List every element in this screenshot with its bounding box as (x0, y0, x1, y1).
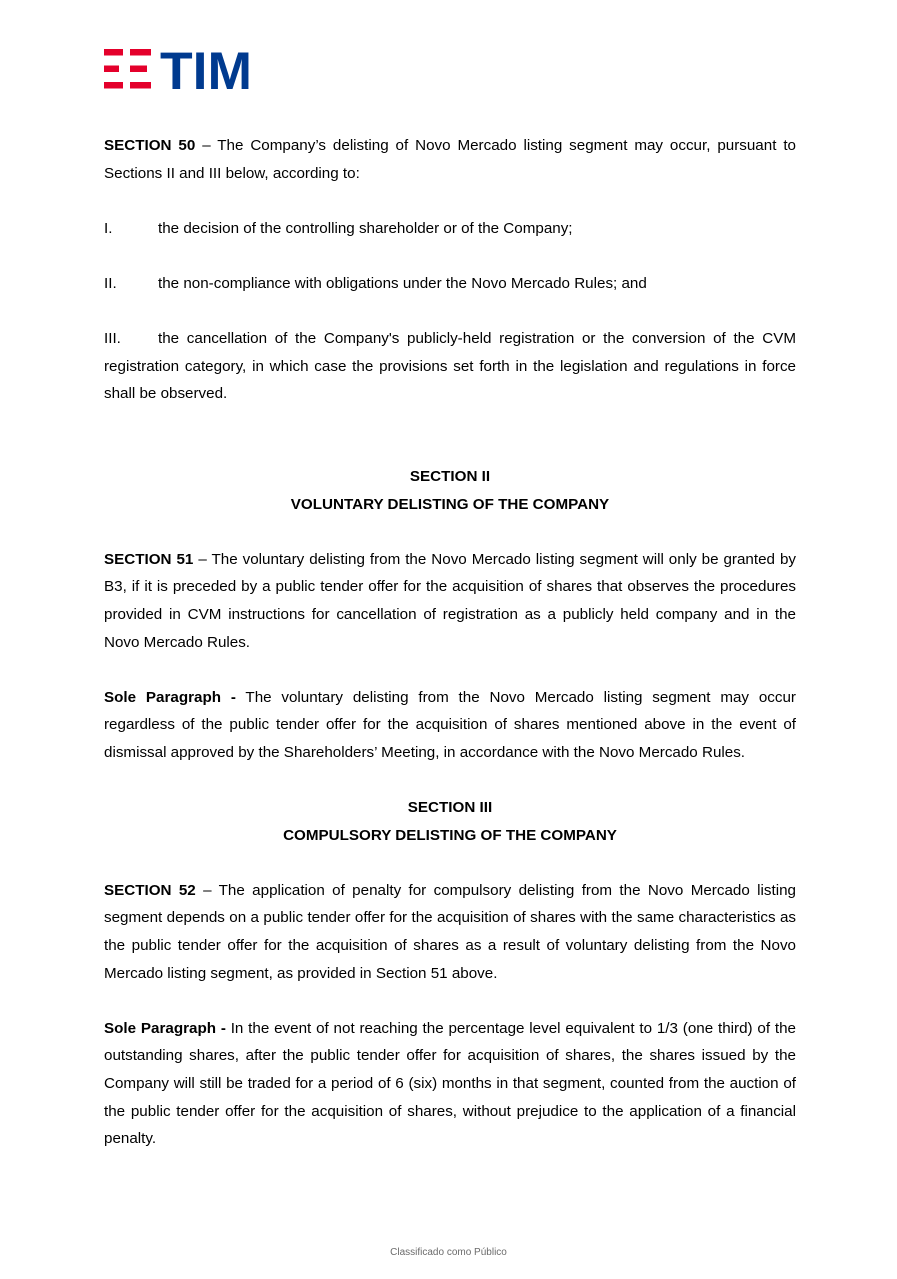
list-item (104, 270, 796, 298)
list-item-text: the cancellation of the Company's publicly-held registration or the conversion of the CVM registration category, in which case the provisions set forth in the legislation and regulations in force shall be observed. (104, 330, 796, 403)
section-51-paragraph (104, 546, 796, 656)
section-52-paragraph (104, 877, 796, 987)
list-item-number: I. (104, 219, 113, 237)
sole-paragraph-1 (104, 684, 796, 767)
list-item-text: the non-compliance with obligations under the Novo Mercado Rules; and (158, 274, 647, 292)
section-iii-subtitle: COMPULSORY DELISTING OF THE COMPANY (283, 826, 617, 844)
sole-paragraph-2-label: Sole Paragraph - (104, 1019, 226, 1037)
classification-footer: Classificado como Público (390, 1247, 507, 1258)
section-ii-subtitle: VOLUNTARY DELISTING OF THE COMPANY (290, 495, 610, 513)
section-52-text: – The application of penalty for compulsory delisting from the Novo Mercado listing segment depends on a public tender offer for the acquisition of shares with the same characteristics as the public tender offer for the acquisition of shares as a result of voluntary delisting from the Novo Mercado listing segment, as provided in Section 51 above. (104, 881, 796, 982)
section-iii-title: SECTION III (407, 799, 493, 817)
list-item (104, 325, 796, 408)
section-50-text: – The Company’s delisting of Novo Mercado listing segment may occur, pursuant to Sections II and III below, according to: (104, 137, 796, 182)
section-50-label: SECTION 50 (104, 137, 196, 154)
sole-paragraph-1-text: The voluntary delisting from the Novo Mercado listing segment may occur regardless of the public tender offer for the acquisition of shares mentioned above in the event of dismissal approved by the Shareholders’ Meeting, in accordance with the Novo Mercado Rules. (104, 688, 796, 761)
list-item-text: the decision of the controlling shareholder or of the Company; (158, 219, 573, 237)
section-51-label: SECTION 51 (104, 550, 194, 568)
section-52-label: SECTION 52 (104, 881, 196, 899)
sole-paragraph-2-text: In the event of not reaching the percentage level equivalent to 1/3 (one third) of the outstanding shares, after the public tender offer for acquisition of shares, the shares issued by the Company will still be traded for a period of 6 (six) months in that segment, counted from the auction of the public tender offer for the acquisition of shares, without prejudice to the application of a financial penalty. (104, 1019, 797, 1148)
section-51-text: – The voluntary delisting from the Novo Mercado listing segment will only be granted by B3, if it is preceded by a public tender offer for the acquisition of shares that observes the procedures provided in CVM instructions for cancellation of registration as a publicly held company and in the Novo Mercado Rules. (104, 550, 796, 651)
tim-stripes-logo-icon (104, 49, 254, 91)
list-item (104, 215, 796, 243)
section-50-paragraph (104, 132, 796, 187)
sole-paragraph-2 (104, 1015, 796, 1153)
sole-paragraph-1-label: Sole Paragraph - (104, 688, 236, 706)
tim-logo (104, 49, 254, 91)
section-ii-title: SECTION II (409, 467, 491, 485)
list-item-number: III. (104, 330, 121, 348)
logo-text: TIM (160, 49, 252, 91)
list-item-number: II. (104, 274, 117, 292)
document-body (104, 132, 796, 1153)
